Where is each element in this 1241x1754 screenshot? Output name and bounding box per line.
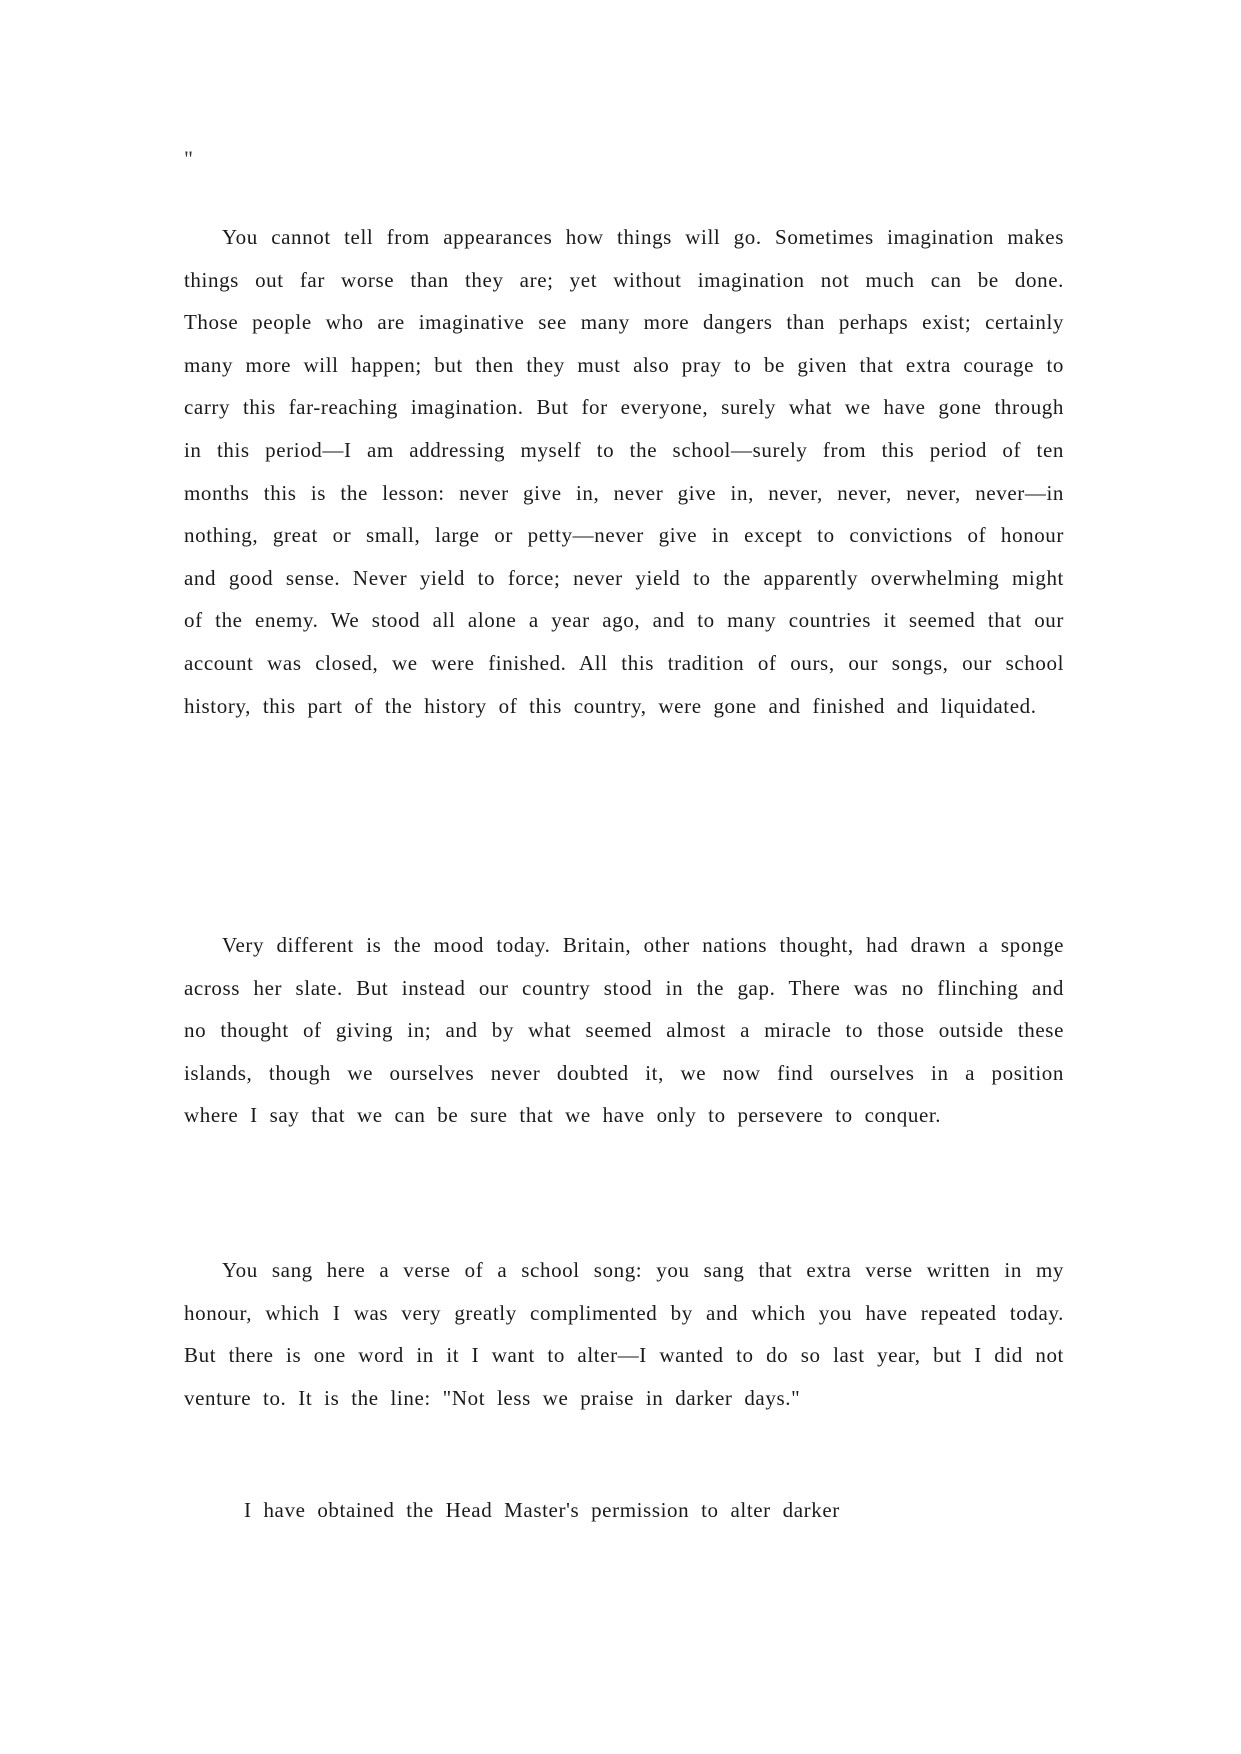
paragraph-4: I have obtained the Head Master's permission to alter darker — [244, 1498, 840, 1522]
paragraph-1: You cannot tell from appearances how things will go. Sometimes imagination makes things out far worse than they are; yet without imagination not much can be done. Those people who are imaginative see many more dangers than perhaps exist; certainly many more will happen; but then they must also pray to be given that extra courage to carry this far-reaching imagination. But for everyone, surely what we have gone through in this period—I am addressing myself to the school—surely from this period of ten months this is the lesson: never give in, never give in, never, never, never, never—in nothing, great or small, large or petty—never give in except to convictions of honour and good sense. Never yield to force; never yield to the apparently overwhelming might of the enemy. We stood all alone a year ago, and to many countries it seemed that our account was closed, we were finished. All this tradition of ours, our songs, our school history, this part of the history of this country, were gone and finished and liquidated. — [184, 225, 1064, 718]
paragraph-2: Very different is the mood today. Britain, other nations thought, had drawn a sponge across her slate. But instead our country stood in the gap. There was no flinching and no thought of giving in; and by what seemed almost a miracle to those outside these islands, though we ourselves never doubted it, we now find ourselves in a position where I say that we can be sure that we have only to persevere to conquer. — [184, 933, 1064, 1128]
paragraph-3: You sang here a verse of a school song: you sang that extra verse written in my honour, which I was very greatly complimented by and which you have repeated today. But there is one word in it I want to alter—I wanted to do so last year, but I did not venture to. It is the line: "Not less we praise in darker days." — [184, 1258, 1064, 1410]
opening-quote-mark: " — [184, 146, 193, 171]
